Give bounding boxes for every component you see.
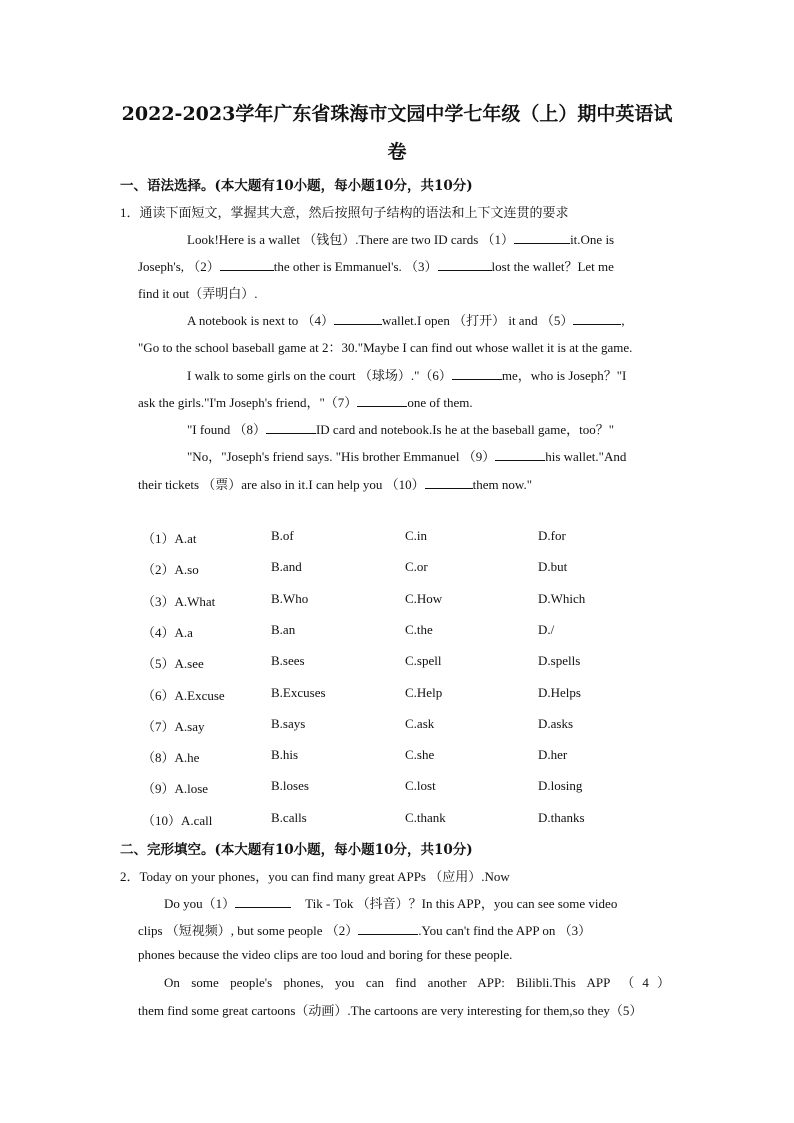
passage1-line — [138, 256, 614, 275]
option-6-c[interactable]: C.Help — [405, 684, 443, 700]
option-2-a[interactable]: （2）A.so — [142, 562, 199, 578]
answer-blank-6[interactable] — [452, 367, 502, 380]
passage1-line — [187, 229, 614, 248]
passage-text: Do you（1） — [164, 896, 236, 911]
option-1-c[interactable]: C.in — [405, 528, 428, 543]
answer-blank-3[interactable] — [438, 258, 492, 271]
passage-text: ask the girls."I'm Joseph's friend，"（7） — [138, 395, 358, 410]
passage-text: lost the wallet？Let me — [491, 259, 614, 274]
option-7-c[interactable]: C.ask — [405, 715, 435, 731]
passage-text: the other is Emmanuel's. （3） — [273, 259, 438, 274]
option-9-a[interactable]: （9）A.lose — [142, 781, 209, 797]
option-1-a[interactable]: （1）A.at — [142, 531, 197, 546]
passage-text: , — [621, 313, 625, 328]
option-8-a[interactable]: （8）A.he — [142, 750, 200, 766]
option-4-a[interactable]: （4）A.a — [142, 624, 193, 640]
option-7-b[interactable]: B.says — [271, 715, 306, 731]
passage3-line — [138, 392, 473, 411]
question2-line — [164, 893, 617, 912]
option-10-d[interactable]: D.thanks — [538, 809, 585, 825]
passage-text: Tik - Tok （抖音）？In this APP，you can see some video — [305, 896, 618, 911]
option-6-d[interactable]: D.Helps — [538, 684, 581, 700]
option-5-a[interactable]: （5）A.see — [142, 656, 204, 672]
passage-text: their tickets （票）are also in it.I can help you （10） — [138, 477, 425, 492]
passage-text: it.One is — [570, 232, 615, 247]
question1-intro: 1．通读下面短文，掌握其大意，然后按照句子结构的语法和上下文连贯的要求 — [120, 205, 569, 220]
passage-text: "No，"Joseph's friend says. "His brother Emmanuel （9） — [187, 449, 496, 464]
passage-text: his wallet."And — [545, 449, 627, 464]
option-8-c[interactable]: C.she — [405, 747, 435, 763]
section1-heading: 一、语法选择。(本大题有10小题，每小题10分，共10分) — [120, 178, 473, 194]
option-3-b[interactable]: B.Who — [271, 590, 309, 606]
passage-text: I walk to some girls on the court （球场）."（6） — [187, 368, 452, 383]
option-7-d[interactable]: D.asks — [538, 715, 574, 731]
option-1-b[interactable]: B.of — [271, 528, 294, 543]
option-10-c[interactable]: C.thank — [405, 809, 446, 825]
answer-blank-2[interactable] — [220, 258, 274, 271]
passage-text: me，who is Joseph？"I — [501, 368, 627, 383]
passage-text: one of them. — [407, 395, 473, 410]
option-4-d[interactable]: D./ — [538, 621, 555, 637]
option-2-b[interactable]: B.and — [271, 559, 302, 575]
option-8-b[interactable]: B.his — [271, 747, 299, 763]
passage-text: Joseph's, （2） — [138, 259, 220, 274]
question2-line: On some people's phones, you can find another APP: Bilibli.This APP （4） — [164, 975, 670, 990]
cloze-blank-1[interactable] — [235, 895, 291, 908]
option-8-d[interactable]: D.her — [538, 747, 568, 763]
option-10-a[interactable]: （10）A.call — [142, 812, 213, 828]
option-4-b[interactable]: B.an — [271, 621, 296, 637]
passage-text: Look!Here is a wallet （钱包）.There are two ID cards （1） — [187, 232, 515, 247]
option-6-a[interactable]: （6）A.Excuse — [142, 687, 225, 703]
option-3-c[interactable]: C.How — [405, 590, 443, 606]
cloze-blank-2[interactable] — [358, 922, 418, 935]
option-5-c[interactable]: C.spell — [405, 653, 442, 669]
option-2-d[interactable]: D.but — [538, 559, 568, 575]
option-6-b[interactable]: B.Excuses — [271, 684, 326, 700]
answer-blank-10[interactable] — [425, 476, 473, 489]
answer-blank-5[interactable] — [573, 312, 621, 325]
option-1-d[interactable]: D.for — [538, 528, 566, 543]
option-9-b[interactable]: B.loses — [271, 778, 309, 794]
passage3-line — [187, 365, 626, 384]
option-7-a[interactable]: （7）A.say — [142, 718, 205, 734]
option-5-b[interactable]: B.sees — [271, 653, 305, 669]
option-10-b[interactable]: B.calls — [271, 809, 307, 825]
option-3-a[interactable]: （3）A.What — [142, 593, 216, 609]
question2-line: phones because the video clips are too loud and boring for these people. — [138, 947, 513, 962]
question2-line — [138, 920, 591, 939]
option-9-d[interactable]: D.losing — [538, 778, 583, 794]
answer-blank-8[interactable] — [266, 421, 316, 434]
passage-text: ID card and notebook.Is he at the baseball game，too？" — [315, 422, 615, 437]
question2-line: them find some great cartoons（动画）.The cartoons are very interesting for them,so they（5） — [138, 1003, 643, 1018]
option-4-c[interactable]: C.the — [405, 621, 433, 637]
passage5-line — [187, 446, 626, 465]
document-title-line2: 卷 — [387, 141, 407, 163]
passage4-line — [187, 419, 614, 438]
passage-text: "I found （8） — [187, 422, 266, 437]
passage-text: clips （短视频）, but some people （2） — [138, 923, 359, 938]
option-9-c[interactable]: C.lost — [405, 778, 436, 794]
passage-text: A notebook is next to （4） — [187, 313, 334, 328]
passage-text: them now." — [472, 477, 533, 492]
passage2-line: "Go to the school baseball game at 2：30."Maybe I can find out whose wallet it is at the game. — [138, 340, 633, 355]
passage2-line — [187, 310, 625, 329]
answer-blank-7[interactable] — [357, 394, 407, 407]
option-3-d[interactable]: D.Which — [538, 590, 586, 606]
option-5-d[interactable]: D.spells — [538, 653, 581, 669]
passage-text: .You can't find the APP on （3） — [418, 923, 592, 938]
passage-text: wallet.I open （打开） it and （5） — [381, 313, 574, 328]
passage5-line — [138, 474, 532, 493]
answer-blank-4[interactable] — [334, 312, 382, 325]
answer-blank-9[interactable] — [495, 448, 545, 461]
passage1-line: find it out（弄明白）. — [138, 286, 258, 301]
question2-line: 2．Today on your phones，you can find many great APPs （应用）.Now — [120, 869, 510, 884]
section2-heading: 二、完形填空。(本大题有10小题，每小题10分，共10分) — [120, 842, 473, 858]
option-2-c[interactable]: C.or — [405, 559, 428, 575]
answer-blank-1[interactable] — [514, 231, 570, 244]
document-title-line1: 2022-2023学年广东省珠海市文园中学七年级（上）期中英语试 — [121, 103, 673, 125]
